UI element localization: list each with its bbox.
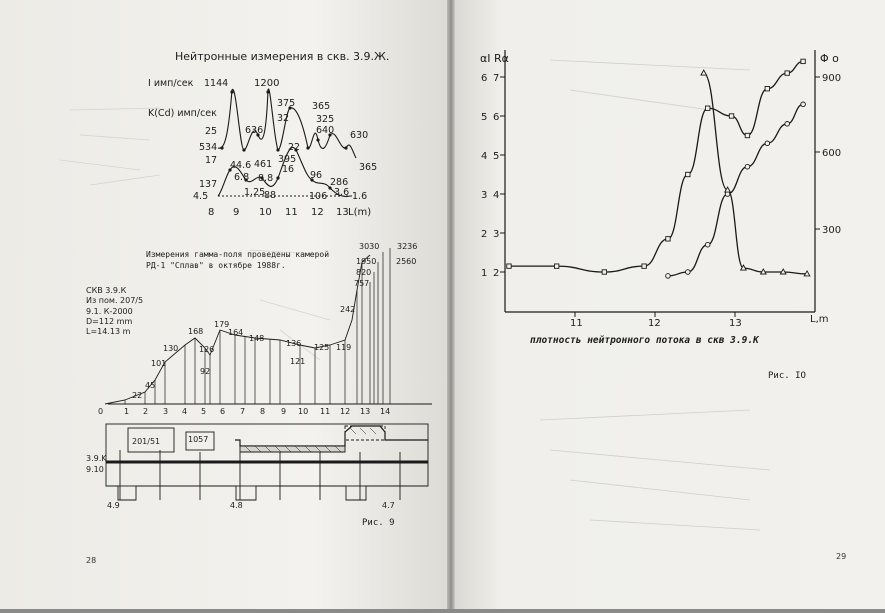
chart-caption: плотность нейтронного потока в скв 3.9.К bbox=[530, 335, 759, 346]
right-page bbox=[450, 0, 885, 609]
box-label: 1057 bbox=[188, 435, 209, 444]
right-tick: 900 bbox=[822, 73, 842, 84]
left-tick-inner: 6 bbox=[493, 112, 500, 123]
page-number: 28 bbox=[86, 556, 97, 565]
gamma-x-tick: 12 bbox=[340, 407, 351, 416]
neutron-value: 630 bbox=[350, 130, 369, 141]
gamma-x-tick: 4 bbox=[182, 407, 188, 416]
gamma-bar-label: 179 bbox=[214, 320, 230, 329]
neutron-value: 137 bbox=[199, 179, 218, 190]
left-tick-inner: 7 bbox=[493, 73, 500, 84]
page-number: 29 bbox=[836, 552, 847, 561]
right-tick: 600 bbox=[822, 148, 842, 159]
neutron-value: 3.6 bbox=[334, 187, 350, 198]
neutron-x-tick: 10 bbox=[259, 207, 272, 218]
bottom-label: 4.8 bbox=[230, 501, 243, 510]
gamma-bar-label: 125 bbox=[314, 343, 330, 352]
figure-label: Рис. 9 bbox=[362, 518, 395, 528]
flux-point-square bbox=[686, 172, 690, 176]
neutron-x-tick: 8 bbox=[208, 207, 215, 218]
gamma-bar-label: 101 bbox=[151, 359, 167, 368]
box-label: 201/51 bbox=[132, 437, 161, 446]
side-label: 3.9.K bbox=[86, 454, 107, 463]
well-info-line: 9.1. К-2000 bbox=[86, 307, 133, 316]
k-axis-label: K(Cd) имп/сек bbox=[148, 108, 217, 119]
neutron-x-tick: 11 bbox=[285, 207, 298, 218]
neutron-value: 22 bbox=[288, 142, 301, 153]
neutron-value: 96 bbox=[310, 170, 323, 181]
gamma-bar-label: 148 bbox=[249, 334, 265, 343]
neutron-x-tick: 13 bbox=[336, 207, 349, 218]
left-tick-inner: 3 bbox=[493, 229, 500, 240]
neutron-value: 534 bbox=[199, 142, 218, 153]
figure-label: Рис. IO bbox=[768, 371, 806, 381]
flux-series-line-circle bbox=[668, 104, 803, 276]
gamma-caption-line2: РД-1 "Сплав" в октябре 1988г. bbox=[146, 261, 286, 270]
neutron-value: 16 bbox=[282, 164, 295, 175]
i-peak-right-value: 1200 bbox=[254, 78, 280, 89]
gamma-bar-label: 3030 bbox=[359, 242, 380, 251]
gamma-x-tick: 13 bbox=[360, 407, 371, 416]
flux-point-square bbox=[729, 114, 733, 118]
flux-point-square bbox=[705, 106, 709, 110]
gamma-x-tick: 5 bbox=[201, 407, 207, 416]
i-peak-left-value: 1144 bbox=[204, 78, 229, 89]
well-info-block bbox=[86, 286, 143, 336]
neutron-x-axis-label: L(m) bbox=[348, 207, 372, 218]
well-info-line: D=112 mm bbox=[86, 317, 133, 326]
gamma-bar-label: 136 bbox=[286, 339, 302, 348]
flux-point-square bbox=[785, 71, 789, 75]
gamma-bar-label: 119 bbox=[336, 343, 352, 352]
neutron-value: 1.6 bbox=[352, 191, 368, 202]
neutron-value: 365 bbox=[359, 162, 378, 173]
flux-point-square bbox=[554, 264, 558, 268]
flux-point-square bbox=[801, 59, 805, 63]
right-axis-label: Φ ο bbox=[820, 52, 839, 65]
left-tick-outer: 1 bbox=[481, 268, 488, 279]
gamma-caption-line1: Измерения гамма-поля проведены камерой bbox=[146, 250, 330, 259]
neutron-value: 636 bbox=[245, 125, 264, 136]
flux-point-square bbox=[745, 133, 749, 137]
gamma-x-tick: 6 bbox=[220, 407, 226, 416]
well-info-line: L=14.13 m bbox=[86, 327, 131, 336]
neutron-value: 44.6 bbox=[230, 160, 252, 171]
neutron-value: 106 bbox=[309, 191, 328, 202]
neutron-value: 17 bbox=[205, 155, 218, 166]
gamma-bar-label: 130 bbox=[163, 344, 179, 353]
flux-series bbox=[507, 59, 810, 278]
neutron-value: 375 bbox=[277, 98, 296, 109]
flux-point-circle bbox=[785, 122, 790, 127]
left-tick-inner: 2 bbox=[493, 268, 500, 279]
neutron-value: 286 bbox=[330, 177, 349, 188]
neutron-value: 8.8 bbox=[258, 173, 274, 184]
flux-point-triangle bbox=[701, 70, 707, 75]
gamma-bar-label: 126 bbox=[199, 345, 215, 354]
gamma-bar-label: 242 bbox=[340, 305, 356, 314]
gamma-bar-label: 757 bbox=[354, 279, 370, 288]
neutron-value: 395 bbox=[278, 154, 297, 165]
neutron-value: 461 bbox=[254, 159, 273, 170]
neutron-value: 6.8 bbox=[234, 172, 250, 183]
gamma-x-tick: 1 bbox=[124, 407, 130, 416]
flux-point-circle bbox=[765, 141, 770, 146]
flux-point-square bbox=[666, 237, 670, 241]
flux-series-line-square bbox=[509, 61, 803, 272]
neutron-value: 1.25 bbox=[244, 187, 266, 198]
right-tick: 300 bbox=[822, 225, 842, 236]
gamma-bar-label: 22 bbox=[132, 391, 143, 400]
gamma-bar-label: 820 bbox=[356, 268, 372, 277]
flux-point-circle bbox=[801, 102, 806, 107]
neutron-value: 32 bbox=[277, 113, 290, 124]
gamma-bar-label: 45 bbox=[145, 381, 156, 390]
book-gutter bbox=[447, 0, 455, 609]
left-tick-inner: 5 bbox=[493, 151, 500, 162]
x-tick: 13 bbox=[729, 318, 742, 329]
neutron-value: 325 bbox=[316, 114, 335, 125]
left-tick-outer: 2 bbox=[481, 229, 488, 240]
flux-point-circle bbox=[745, 164, 750, 169]
left-axis-label: αI Rα bbox=[480, 52, 509, 65]
gamma-x-tick: 0 bbox=[98, 407, 104, 416]
x-axis-label: L,m bbox=[810, 314, 829, 325]
bottom-label: 4.7 bbox=[382, 501, 395, 510]
flux-point-circle bbox=[686, 270, 691, 275]
gamma-x-tick: 7 bbox=[240, 407, 246, 416]
left-tick-inner: 4 bbox=[493, 190, 500, 201]
left-tick-outer: 4 bbox=[481, 151, 488, 162]
bottom-label: 4.9 bbox=[107, 501, 120, 510]
flux-point-square bbox=[602, 270, 606, 274]
flux-series-line-triangle bbox=[704, 73, 807, 274]
flux-chart-ticks bbox=[500, 77, 820, 317]
gamma-x-tick: 8 bbox=[260, 407, 266, 416]
neutron-x-tick: 12 bbox=[311, 207, 324, 218]
flux-point-circle bbox=[666, 274, 671, 279]
right-page-figure bbox=[450, 0, 885, 609]
neutron-chart-title: Нейтронные измерения в скв. 3.9.Ж. bbox=[175, 50, 390, 63]
gamma-x-tick: 2 bbox=[143, 407, 149, 416]
gamma-x-tick: 11 bbox=[320, 407, 331, 416]
neutron-value: 365 bbox=[312, 101, 331, 112]
gamma-x-tick: 9 bbox=[281, 407, 287, 416]
gamma-bar-label: 1950 bbox=[356, 257, 377, 266]
gamma-bar-label: 3236 bbox=[397, 242, 418, 251]
neutron-value: 88 bbox=[264, 190, 277, 201]
x-tick: 12 bbox=[648, 318, 661, 329]
left-tick-outer: 3 bbox=[481, 190, 488, 201]
neutron-value: 25 bbox=[205, 126, 218, 137]
gamma-bar-label: 92 bbox=[200, 367, 211, 376]
well-info-line: Из пом. 207/5 bbox=[86, 296, 144, 305]
left-tick-outer: 6 bbox=[481, 73, 488, 84]
x-tick: 11 bbox=[570, 318, 583, 329]
flux-point-square bbox=[765, 87, 769, 91]
neutron-value: 4.5 bbox=[193, 191, 209, 202]
left-tick-outer: 5 bbox=[481, 112, 488, 123]
flux-point-square bbox=[642, 264, 646, 268]
gamma-x-tick: 3 bbox=[163, 407, 169, 416]
flux-point-square bbox=[507, 264, 511, 268]
gamma-bar-label: 2560 bbox=[396, 257, 417, 266]
neutron-value: 640 bbox=[316, 125, 335, 136]
gamma-x-tick: 14 bbox=[380, 407, 391, 416]
neutron-x-tick: 9 bbox=[233, 207, 240, 218]
side-label: 9.10 bbox=[86, 465, 104, 474]
gamma-bar-label: 164 bbox=[228, 328, 244, 337]
gamma-bar-label: 168 bbox=[188, 327, 204, 336]
gamma-x-tick: 10 bbox=[298, 407, 309, 416]
well-info-line: СКВ 3.9.К bbox=[86, 286, 127, 295]
gamma-bar-label: 121 bbox=[290, 357, 306, 366]
i-axis-label: I имп/сек bbox=[148, 78, 194, 89]
flux-point-circle bbox=[705, 242, 710, 247]
well-cross-section bbox=[106, 424, 428, 500]
